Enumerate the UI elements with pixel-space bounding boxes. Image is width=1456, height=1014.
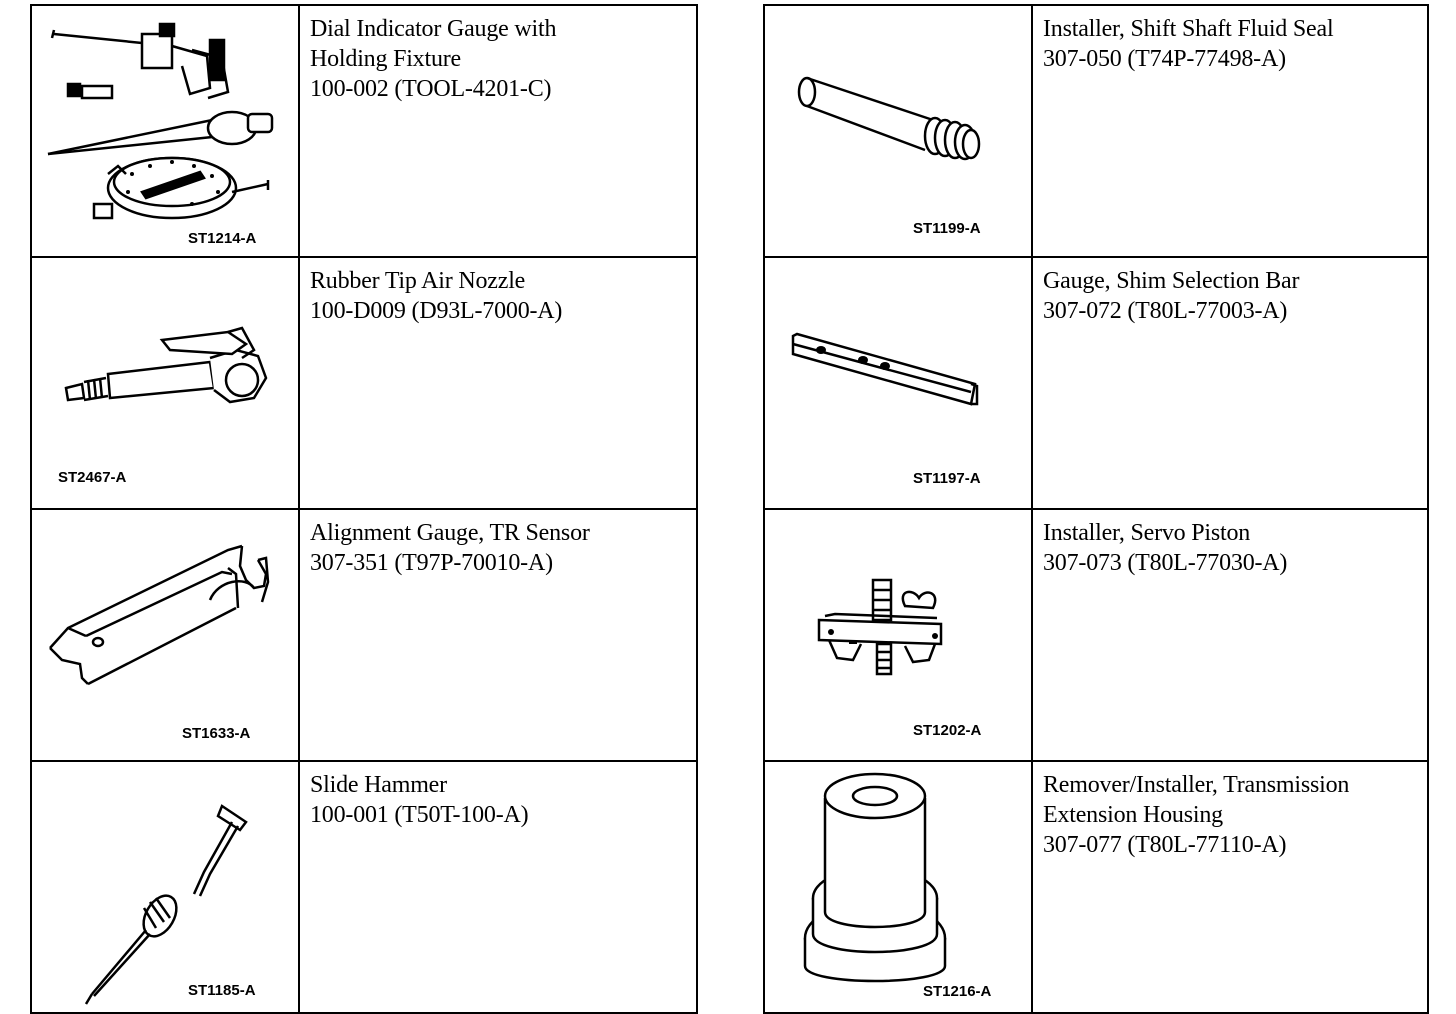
- alignment-gauge-icon: [32, 510, 298, 762]
- tool-row: [764, 509, 1428, 761]
- tool-code: ST1216-A: [923, 983, 992, 1000]
- tool-part-number: 307-077 (T80L-77110-A): [1043, 832, 1287, 858]
- tool-name-continued: Holding Fixture: [310, 46, 461, 72]
- tool-description-cell: [299, 5, 697, 257]
- tool-code: ST2467-A: [58, 469, 127, 486]
- tool-description-cell: [1032, 5, 1428, 257]
- seal-installer-icon: [765, 6, 1031, 256]
- servo-piston-installer-icon: [765, 510, 1031, 760]
- tool-image-cell: [764, 5, 1032, 257]
- tool-description-cell: [1032, 257, 1428, 509]
- tool-table-right: [763, 4, 1429, 1014]
- tool-part-number: 307-072 (T80L-77003-A): [1043, 298, 1288, 324]
- tool-name-continued: Extension Housing: [1043, 802, 1223, 828]
- dial-indicator-icon: [32, 6, 298, 258]
- tool-name: Installer, Shift Shaft Fluid Seal: [1043, 16, 1334, 42]
- tool-image-cell: [31, 761, 299, 1013]
- tool-image-cell: [764, 509, 1032, 761]
- tool-row: [764, 257, 1428, 509]
- tool-part-number: 100-001 (T50T-100-A): [310, 802, 529, 828]
- tool-row: [31, 257, 697, 509]
- tool-name: Rubber Tip Air Nozzle: [310, 268, 526, 294]
- slide-hammer-icon: [32, 762, 298, 1014]
- tool-image-cell: [31, 509, 299, 761]
- tool-image-cell: [31, 257, 299, 509]
- tool-part-number: 307-351 (T97P-70010-A): [310, 550, 553, 576]
- tool-row: [31, 5, 697, 257]
- tool-code: ST1202-A: [913, 722, 982, 739]
- tool-description-cell: [1032, 761, 1428, 1013]
- tool-code: ST1197-A: [913, 470, 981, 487]
- tool-description-cell: [299, 257, 697, 509]
- extension-housing-tool-icon: [765, 762, 1031, 1011]
- tool-image-cell: [31, 5, 299, 257]
- tool-row: [31, 761, 697, 1013]
- tool-image-cell: [764, 761, 1032, 1013]
- tool-part-number: 307-073 (T80L-77030-A): [1043, 550, 1288, 576]
- tool-name: Slide Hammer: [310, 772, 447, 798]
- tool-row: [31, 509, 697, 761]
- tool-image-cell: [764, 257, 1032, 509]
- shim-bar-icon: [765, 258, 1031, 508]
- tool-row: [764, 5, 1428, 257]
- tool-code: ST1633-A: [182, 725, 251, 742]
- tool-part-number: 307-050 (T74P-77498-A): [1043, 46, 1286, 72]
- tool-name: Installer, Servo Piston: [1043, 520, 1251, 546]
- tool-name: Alignment Gauge, TR Sensor: [310, 520, 590, 546]
- tool-name: Gauge, Shim Selection Bar: [1043, 268, 1300, 294]
- tool-description-cell: [299, 509, 697, 761]
- tool-name: Dial Indicator Gauge with: [310, 16, 557, 42]
- tool-part-number: 100-D009 (D93L-7000-A): [310, 298, 563, 324]
- tool-code: ST1199-A: [913, 220, 981, 237]
- tool-part-number: 100-002 (TOOL-4201-C): [310, 76, 552, 102]
- tool-name: Remover/Installer, Transmission: [1043, 772, 1350, 798]
- tool-row: [764, 761, 1428, 1013]
- tool-description-cell: [299, 761, 697, 1013]
- tool-code: ST1185-A: [188, 982, 256, 999]
- tool-description-cell: [1032, 509, 1428, 761]
- tool-code: ST1214-A: [188, 230, 257, 247]
- tool-table-left: [30, 4, 698, 1014]
